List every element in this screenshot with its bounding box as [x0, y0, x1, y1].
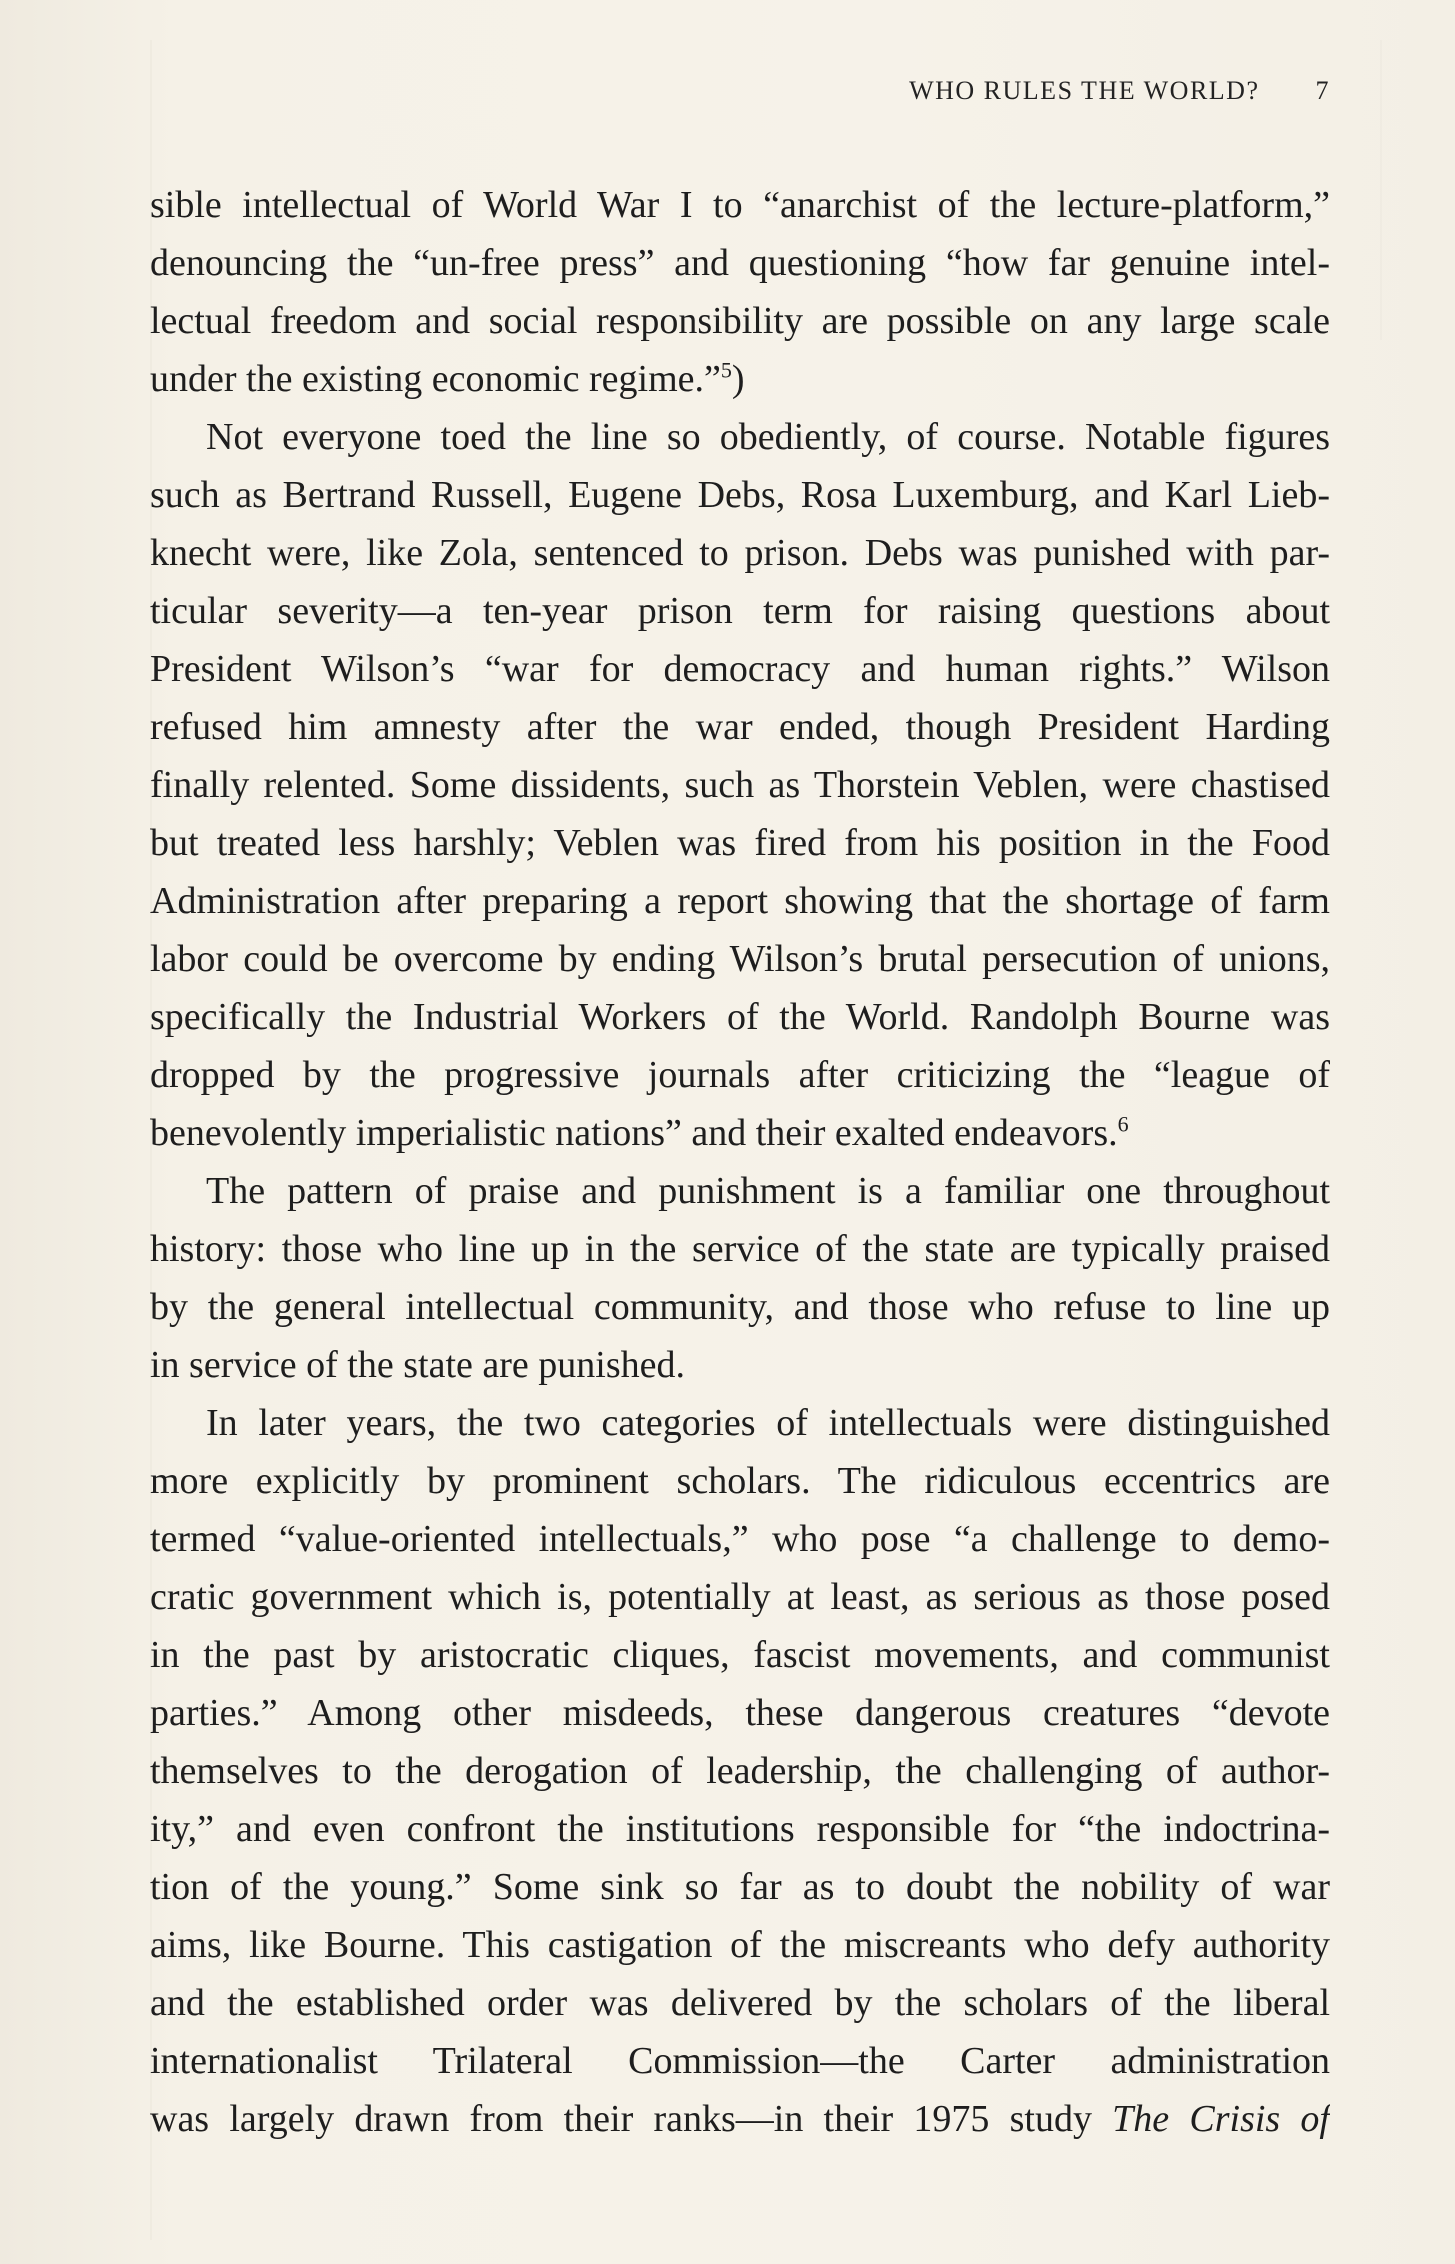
footnote-marker: 6	[1117, 1111, 1129, 1137]
text-line: themselves to the derogation of leadership, the challenging of author-	[150, 1750, 1330, 1792]
text-line: aims, like Bourne. This castigation of the miscreants who defy authority	[150, 1924, 1330, 1966]
text-line: specifically the Industrial Workers of the World. Randolph Bourne was	[150, 996, 1330, 1038]
page-number: 7	[1315, 76, 1330, 105]
text-line: knecht were, like Zola, sentenced to prison. Debs was punished with par-	[150, 532, 1330, 574]
footnote-marker: 5	[720, 357, 732, 383]
text-line: labor could be overcome by ending Wilson’s brutal persecution of unions,	[150, 938, 1330, 980]
text-line: such as Bertrand Russell, Eugene Debs, Rosa Luxemburg, and Karl Lieb-	[150, 474, 1330, 516]
paragraph-4	[150, 1394, 1330, 2148]
text-line: in the past by aristocratic cliques, fascist movements, and communist	[150, 1634, 1330, 1676]
text-line: termed “value-oriented intellectuals,” who pose “a challenge to demo-	[150, 1518, 1330, 1560]
text-line: by the general intellectual community, and those who refuse to line up	[150, 1286, 1330, 1328]
running-head	[909, 76, 1330, 106]
text-line-content: was largely drawn from their ranks—in their 1975 study	[150, 2098, 1113, 2140]
text-line: internationalist Trilateral Commission—the Carter administration	[150, 2040, 1330, 2082]
text-line: and the established order was delivered by the scholars of the liberal	[150, 1982, 1330, 2024]
text-line: tion of the young.” Some sink so far as to doubt the nobility of war	[150, 1866, 1330, 1908]
text-line: In later years, the two categories of intellectuals were distinguished	[206, 1402, 1330, 1444]
text-line: but treated less harshly; Veblen was fired from his position in the Food	[150, 822, 1330, 864]
text-line: President Wilson’s “war for democracy and human rights.” Wilson	[150, 648, 1330, 690]
text-line: dropped by the progressive journals after criticizing the “league of	[150, 1054, 1330, 1096]
paragraph-2	[150, 408, 1330, 1162]
paragraph-3	[150, 1162, 1330, 1394]
text-line	[150, 350, 1330, 408]
paragraph-1	[150, 176, 1330, 408]
text-line: more explicitly by prominent scholars. The ridiculous eccentrics are	[150, 1460, 1330, 1502]
text-line: finally relented. Some dissidents, such as Thorstein Veblen, were chastised	[150, 764, 1330, 806]
text-line: refused him amnesty after the war ended, though President Harding	[150, 706, 1330, 748]
text-line: in service of the state are punished.	[150, 1344, 685, 1386]
text-line: history: those who line up in the service of the state are typically praised	[150, 1228, 1330, 1270]
text-line	[150, 2090, 1330, 2148]
text-line-content: under the existing economic regime.”	[150, 358, 721, 400]
text-line: The pattern of praise and punishment is a familiar one throughout	[206, 1170, 1330, 1212]
text-line: ticular severity—a ten-year prison term for raising questions about	[150, 590, 1330, 632]
text-line: Administration after preparing a report showing that the shortage of farm	[150, 880, 1330, 922]
text-line: sible intellectual of World War I to “anarchist of the lecture-platform,”	[150, 184, 1330, 226]
text-line-tail: )	[731, 358, 745, 400]
running-head-title: WHO RULES THE WORLD?	[909, 76, 1260, 105]
text-line: lectual freedom and social responsibility are possible on any large scale	[150, 300, 1330, 342]
text-line: cratic government which is, potentially at least, as serious as those posed	[150, 1576, 1330, 1618]
page-shadow-right	[1380, 40, 1382, 340]
body-text	[150, 176, 1330, 2148]
text-line	[150, 1104, 1330, 1162]
text-line: denouncing the “un-free press” and questioning “how far genuine intel-	[150, 242, 1330, 284]
book-title-italic: The Crisis of	[1112, 2098, 1330, 2140]
text-line: Not everyone toed the line so obediently, of course. Notable figures	[206, 416, 1330, 458]
text-line: ity,” and even confront the institutions responsible for “the indoctrina-	[150, 1808, 1330, 1850]
text-line-content: benevolently imperialistic nations” and their exalted endeavors.	[150, 1112, 1118, 1154]
text-line: parties.” Among other misdeeds, these dangerous creatures “devote	[150, 1692, 1330, 1734]
